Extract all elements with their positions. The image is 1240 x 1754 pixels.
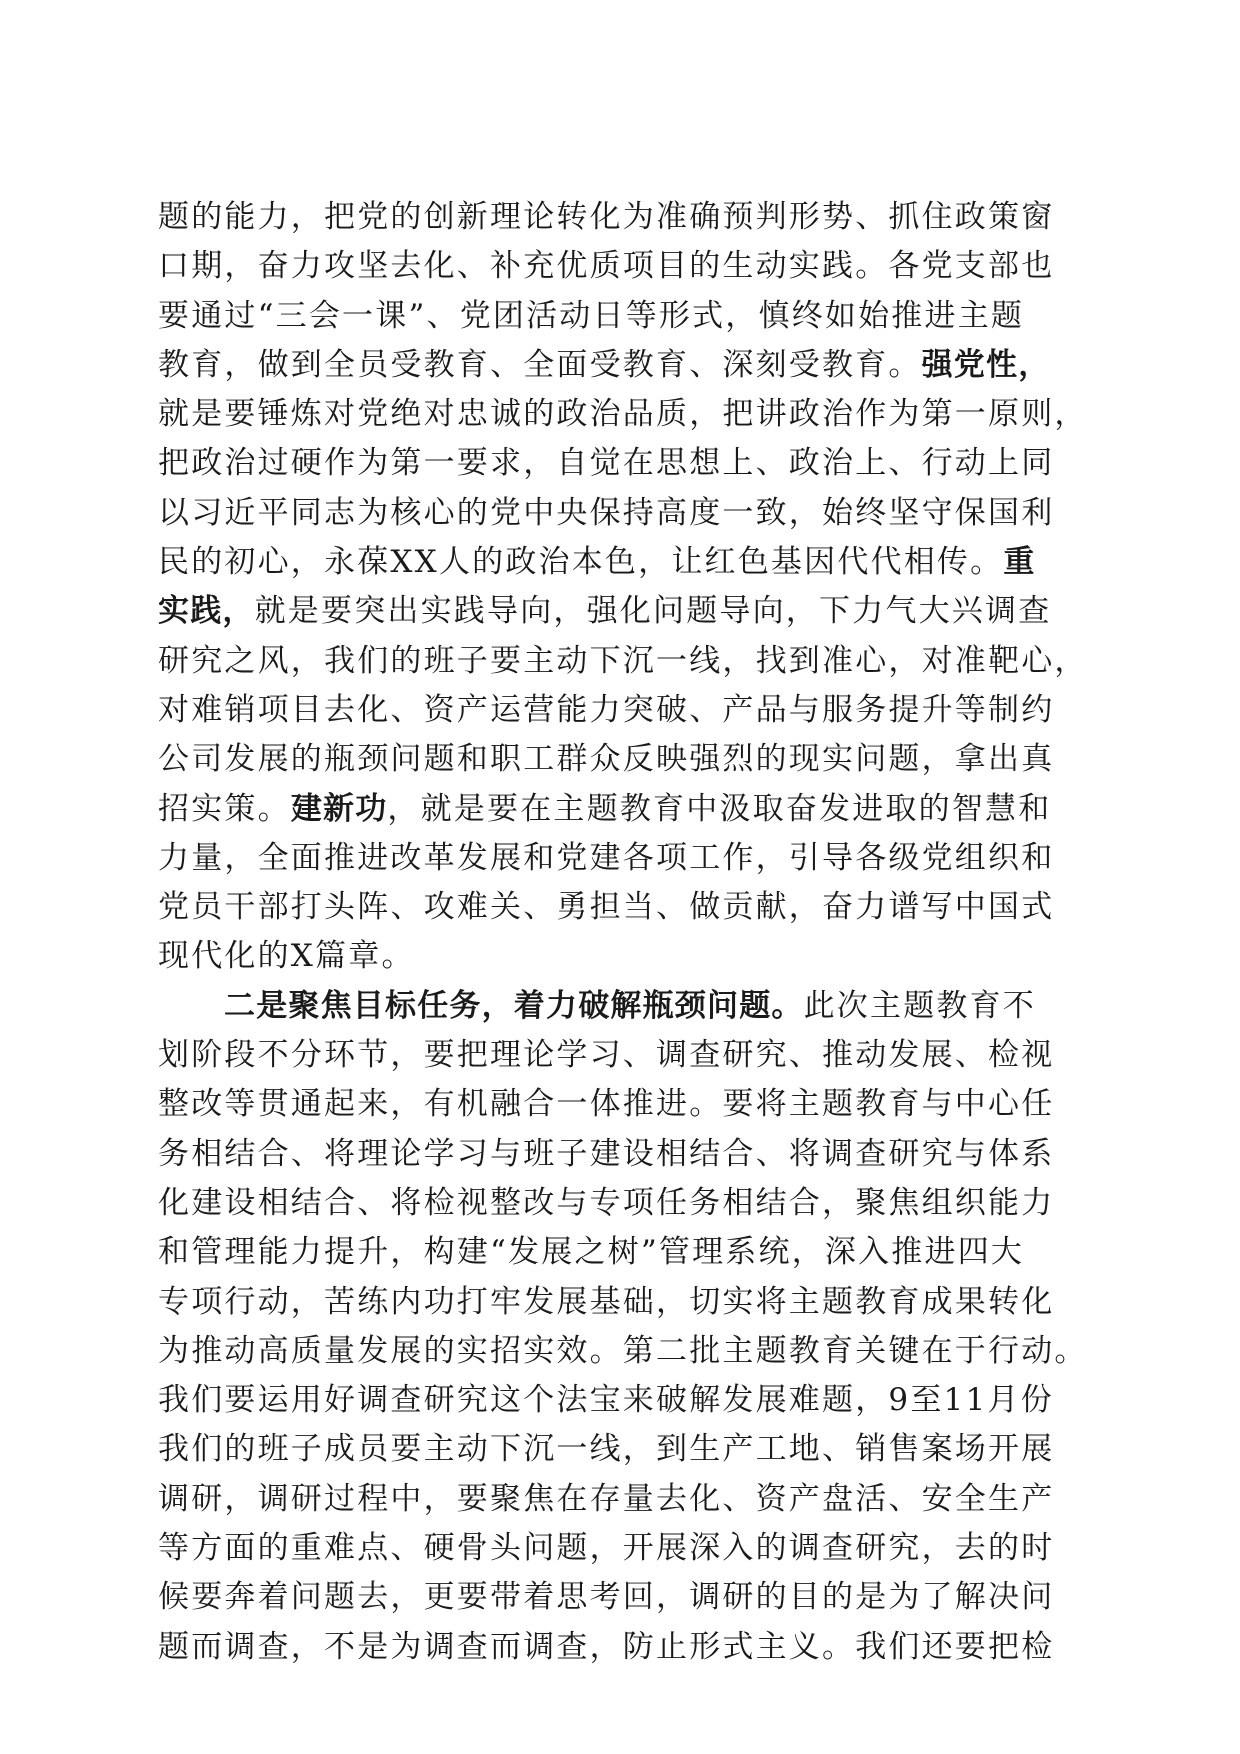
text-line [158,735,1078,784]
bold-heading-text: 强党性， [921,346,1051,383]
text-line [158,193,1078,242]
bold-heading-text: 建新功 [290,790,388,827]
body-text-segment: 公司发展的瓶颈问题和职工群众反映强烈的现实问题，拿出真 [158,741,1055,778]
text-line [158,1228,1078,1277]
text-line [158,932,1078,981]
body-text-segment: 我们的班子成员要主动下沉一线，到生产工地、销售案场开展 [158,1431,1055,1468]
body-text-segment: 就是要锤炼对党绝对忠诚的政治品质，把讲政治作为第一原则， [158,396,1088,433]
text-line [158,637,1088,686]
body-text-segment: 等方面的重难点、硬骨头问题，开展深入的调查研究，去的时 [158,1530,1055,1567]
bold-heading-text: 二是聚焦目标任务，着力破解瓶颈问题。 [224,987,804,1024]
text-line [158,1080,1078,1129]
text-line [158,785,1078,834]
body-text-segment: 要通过“三会一课”、党团活动日等形式，慎终如始推进主题 [158,297,1025,334]
text-line [158,1327,1088,1376]
body-text-segment: 以习近平同志为核心的党中央保持高度一致，始终坚守保国利 [158,494,1055,531]
body-text-segment: 整改等贯通起来，有机融合一体推进。要将主题教育与中心任 [158,1086,1055,1123]
text-line [158,1623,1078,1672]
body-text-segment: 现代化的X篇章。 [158,938,415,975]
body-text-segment: 就是要突出实践导向，强化问题导向，下力气大兴调查 [254,593,1052,630]
bold-heading-text: 实践， [158,593,255,630]
body-text-segment: 为推动高质量发展的实招实效。第二批主题教育关键在于行动。 [158,1332,1088,1369]
text-line [158,1573,1078,1622]
text-line [158,439,1078,488]
text-line [158,1524,1078,1573]
text-line [158,538,1078,587]
text-line [158,489,1078,538]
text-line [158,1425,1078,1474]
body-text-segment: ，就是要在主题教育中汲取奋发进取的智慧和 [387,790,1052,827]
body-text-segment: 此次主题教育不 [803,987,1037,1024]
body-text [158,193,1088,1672]
body-text-segment: 对难销项目去化、资产运营能力突破、产品与服务提升等制约 [158,691,1055,728]
body-text-segment: 题而调查，不是为调查而调查，防止形式主义。我们还要把检 [158,1628,1055,1665]
text-line [158,242,1078,291]
text-line [158,1475,1078,1524]
body-text-segment: 化建设相结合、将检视整改与专项任务相结合，聚焦组织能力 [158,1184,1055,1221]
text-line [158,587,1078,636]
text-line [158,834,1078,883]
body-text-segment: 党员干部打头阵、攻难关、勇担当、做贡献，奋力谱写中国式 [158,889,1055,926]
text-line [158,1130,1078,1179]
text-line [158,686,1078,735]
body-text-segment: 题的能力，把党的创新理论转化为准确预判形势、抓住政策窗 [158,199,1055,235]
body-text-segment: 教育，做到全员受教育、全面受教育、深刻受教育。 [158,346,922,383]
text-line [158,883,1078,932]
body-text-segment: 把政治过硬作为第一要求，自觉在思想上、政治上、行动上同 [158,445,1055,482]
body-text-segment: 候要奔着问题去，更要带着思考回，调研的目的是为了解决问 [158,1579,1055,1616]
text-line [158,390,1088,439]
body-text-segment: 调研，调研过程中，要聚焦在存量去化、资产盘活、安全生产 [158,1480,1055,1517]
body-text-segment: 研究之风，我们的班子要主动下沉一线，找到准心，对准靶心， [158,642,1088,679]
body-text-segment: 务相结合、将理论学习与班子建设相结合、将调查研究与体系 [158,1135,1055,1172]
body-text-segment: 专项行动，苦练内功打牢发展基础，切实将主题教育成果转化 [158,1283,1055,1320]
body-text-segment: 我们要运用好调查研究这个法宝来破解发展难题，9至11月份 [158,1382,1054,1419]
text-line [158,341,1078,390]
bold-heading-text: 重 [1003,544,1036,581]
text-line [158,1179,1078,1228]
text-line [158,1031,1078,1080]
text-line [158,292,1078,341]
body-text-segment: 力量，全面推进改革发展和党建各项工作，引导各级党组织和 [158,839,1055,876]
body-text-segment: 口期，奋力攻坚去化、补充优质项目的生动实践。各党支部也 [158,248,1055,285]
paragraph-first-line [158,982,1078,1031]
body-text-segment: 和管理能力提升，构建“发展之树”管理系统，深入推进四大 [158,1234,1025,1271]
body-text-segment: 划阶段不分环节，要把理论学习、调查研究、推动发展、检视 [158,1037,1055,1074]
body-text-segment: 招实策。 [158,790,291,827]
text-line [158,1376,1078,1425]
text-line [158,1278,1078,1327]
body-text-segment: 民的初心，永葆XX人的政治本色，让红色基因代代相传。 [158,544,1004,581]
